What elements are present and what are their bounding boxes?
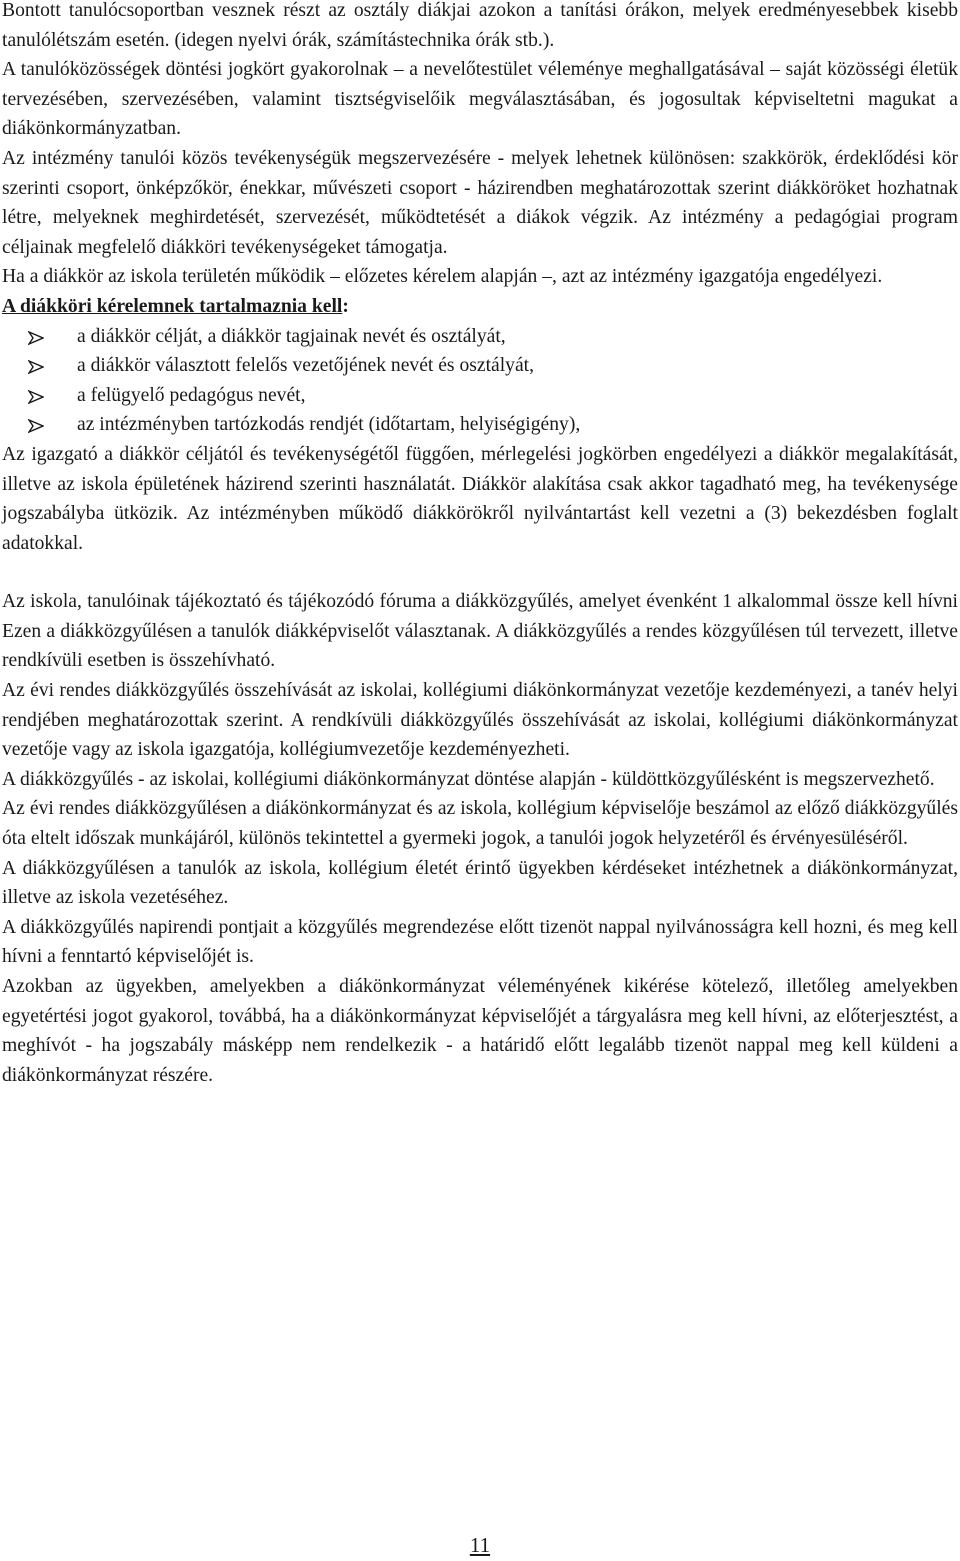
list-item [2,322,958,352]
arrow-bullet-icon [28,360,44,374]
page-number: 11 [469,1533,491,1557]
paragraph-club-approval: Ha a diákkör az iskola területén működik – előzetes kérelem alapján –, azt az intézmény igazgatója engedélyezi. [2,266,883,288]
list-item-text: a diákkör választott felelős vezetőjének nevét és osztályát, [77,355,534,377]
list-item [2,381,958,411]
paragraph-assembly-convening: Az évi rendes diákközgyűlés összehívását az iskolai, kollégiumi diákönkormányzat vezetője kezdeményezi, a tanév helyi rendjében meghatározottak szerint. A rendkívüli diákközgyűlés összehívását az iskolai, kollégiumi diákönkormányzat vezetője vagy az iskola igazgatója, kollégiumvezetője kezdeményezheti. [2,680,958,761]
bullet-list [2,322,958,440]
heading-text: A diákköri kérelemnek tartalmaznia kell [2,295,343,317]
list-item-text: az intézményben tartózkodás rendjét (időtartam, helyiségigény), [77,414,581,436]
heading-colon: : [342,295,349,317]
paragraph-annual-report: Az évi rendes diákközgyűlésen a diákönkormányzat és az iskola, kollégium képviselője beszámol az előző diákközgyűlés óta eltelt időszak munkájáról, különös tekintettel a gyermeki jogok, a tanulói jogok helyzetéről és érvényesüléséről. [2,798,958,850]
paragraph-director-approval: Az igazgató a diákkör céljától és tevékenységétől függően, mérlegelési jogkörben engedélyezi a diákkör megalakítását, illetve az iskola épületének házirend szerinti használatát. Diákkör alakítása csak akkor tagadható meg, ha tevékenysége jogszabályba ütközik. Az intézményben működő diákkörökről nyilvántartást kell vezetni a (3) bekezdésben foglalt adatokkal. [2,443,958,554]
paragraph-community-rights: A tanulóközösségek döntési jogkört gyakorolnak – a nevelőtestület véleménye meghallgatásával – saját közösségi életük tervezésében, szervezésében, valamint tisztségviselőik megválasztásában, és jogosultak képviseltetni magukat a diákönkormányzatban. [2,59,958,140]
body-text [2,0,958,1090]
paragraph-spacer [2,558,958,587]
paragraph-delegate-assembly: A diákközgyűlés - az iskolai, kollégiumi diákönkormányzat döntése alapján - küldöttközgyűlésként is megszervezhető. [2,768,935,790]
arrow-bullet-icon [28,390,44,404]
paragraph-consultation: Azokban az ügyekben, amelyekben a diákönkormányzat véleményének kikérése kötelező, illetőleg amelyekben egyetértési jogot gyakorol, továbbá, ha a diákönkormányzat képviselőjét a tárgyalásra meg kell hívni, az előterjesztést, a meghívót - ha jogszabály másképp nem rendelkezik - a határidő előtt legalább tizenöt nappal meg kell küldeni a diákönkormányzat részére. [2,976,958,1086]
list-item-text: a felügyelő pedagógus nevét, [77,384,306,406]
paragraph-questions: A diákközgyűlésen a tanulók az iskola, kollégium életét érintő ügyekben kérdéseket intézhetnek a diákönkormányzat, illetve az iskola vezetéséhez. [2,857,958,909]
paragraph-student-assembly: Az iskola, tanulóinak tájékoztató és tájékozódó fóruma a diákközgyűlés, amelyet évenként 1 alkalommal össze kell hívni Ezen a diákközgyűlésen a tanulók diákképviselőt választanak. A diákközgyűlés a rendes közgyűlésen túl tervezett, illetve rendkívüli esetben is összehívható. [2,591,958,672]
list-item [2,410,958,440]
list-item-text: a diákkör célját, a diákkör tagjainak nevét és osztályát, [77,325,506,347]
arrow-bullet-icon [28,419,44,433]
paragraph-student-clubs: Az intézmény tanulói közös tevékenységük megszervezésére - melyek lehetnek különösen: szakkörök, érdeklődési kör szerinti csoport, önképzőkör, énekkar, művészeti csoport - házirendben meghatározottak szerint diákköröket hozhatnak létre, melyeknek meghirdetését, szervezését, működtetését a diákok végzik. Az intézmény a pedagógiai program céljainak megfelelő diákköri tevékenységeket támogatja. [2,147,958,258]
list-item [2,351,958,381]
section-heading [2,292,958,322]
paragraph-split-groups: Bontott tanulócsoportban vesznek részt az osztály diákjai azokon a tanítási órákon, melyek eredményesebbek kisebb tanulólétszám esetén. (idegen nyelvi órák, számítástechnika órák stb.). [2,0,958,51]
arrow-bullet-icon [28,331,44,345]
paragraph-agenda: A diákközgyűlés napirendi pontjait a közgyűlés megrendezése előtt tizenöt nappal nyilvánosságra kell hozni, és meg kell hívni a fenntartó képviselőjét is. [2,916,958,968]
